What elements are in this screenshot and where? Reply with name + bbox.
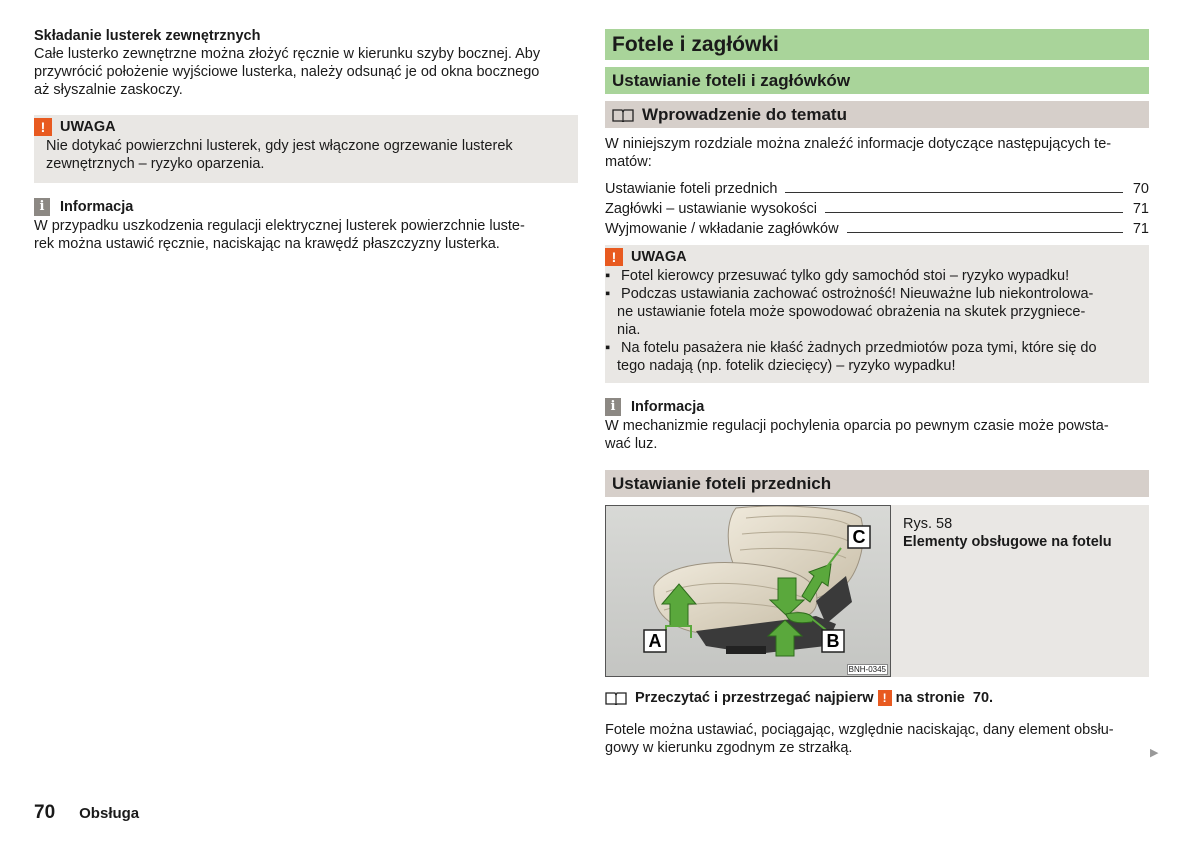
warning-text — [34, 137, 568, 173]
text-line: Podczas ustawiania zachować ostrożność! Nieuważne lub niekontrolowa- — [621, 286, 1094, 302]
warning-box — [605, 245, 1149, 383]
toc-page: 71 — [1132, 201, 1149, 217]
text-line: aż słyszalnie zaskoczy. — [34, 82, 183, 98]
toc-leader — [847, 232, 1123, 233]
text-line: matów: — [605, 154, 652, 170]
seat-illustration — [606, 506, 890, 676]
warning-item — [605, 267, 1139, 285]
footer-section: Obsługa — [79, 805, 140, 822]
info-title — [34, 197, 578, 217]
text-line: W przypadku uszkodzenia regulacji elektrycznej lusterek powierzchnie luste- — [34, 218, 525, 234]
book-icon — [612, 108, 634, 122]
toc-label: Wyjmowanie / wkładanie zagłówków — [605, 221, 839, 237]
toc-list — [605, 178, 1149, 238]
warning-list — [605, 267, 1139, 375]
warning-title — [605, 247, 1139, 267]
text-line: W mechanizmie regulacji pochylenia oparcia po pewnym czasie może powsta- — [605, 418, 1109, 434]
intro-heading-label: Wprowadzenie do tematu — [642, 104, 847, 124]
warning-title-label: UWAGA — [631, 249, 687, 265]
warning-icon: ! — [605, 248, 623, 266]
label-c: C — [852, 527, 866, 547]
label-a: A — [648, 631, 662, 651]
label-b: B — [826, 631, 840, 651]
toc-leader — [825, 212, 1123, 213]
page-number: 70 — [34, 802, 56, 823]
continue-arrow-icon: ▶ — [1150, 747, 1159, 759]
read-first-note — [605, 689, 1149, 707]
page-footer — [34, 804, 139, 823]
info-icon: i — [605, 398, 621, 416]
warning-item — [605, 339, 1139, 375]
text-line: gowy w kierunku zgodnym ze strzałką. — [605, 740, 853, 756]
seats-heading: Ustawianie foteli przednich — [605, 470, 1149, 497]
figure-tag: BNH-0345 — [848, 665, 886, 674]
toc-entry[interactable] — [605, 218, 1149, 238]
info-title-label: Informacja — [631, 399, 705, 415]
info-icon: i — [34, 198, 50, 216]
intro-heading — [605, 101, 1149, 128]
caption-title: Elementy obsługowe na fotelu — [903, 534, 1112, 550]
toc-label: Ustawianie foteli przednich — [605, 181, 778, 197]
text-line: Na fotelu pasażera nie kłaść żadnych przedmiotów poza tymi, które się do — [621, 340, 1097, 356]
text-line: Nie dotykać powierzchni lusterek, gdy jest włączone ogrzewanie lusterek — [46, 138, 513, 154]
text-line: nia. — [617, 322, 641, 338]
text-line: przywrócić położenie wyjściowe lusterka, należy odsunąć je od okna bocznego — [34, 64, 540, 80]
warning-item — [605, 285, 1139, 339]
toc-page: 70 — [1132, 181, 1149, 197]
info-text — [605, 417, 1149, 453]
text-line: Fotele można ustawiać, pociągając, względnie naciskając, dany element obsłu- — [605, 722, 1114, 738]
read-first-text: Przeczytać i przestrzegać najpierw — [635, 690, 874, 706]
section-heading: Ustawianie foteli i zagłówków — [605, 67, 1149, 94]
caption-number: Rys. 58 — [903, 516, 953, 532]
figure-caption — [891, 505, 1112, 677]
toc-entry[interactable] — [605, 178, 1149, 198]
warning-title-label: UWAGA — [60, 119, 116, 135]
text-line: Fotel kierowcy przesuwać tylko gdy samochód stoi – ryzyko wypadku! — [621, 268, 1070, 284]
warning-icon: ! — [878, 690, 892, 706]
text-line: zewnętrznych – ryzyko oparzenia. — [46, 156, 265, 172]
subheading-folding-mirrors: Składanie lusterek zewnętrznych — [34, 28, 261, 44]
body-text — [605, 721, 1149, 757]
warning-box — [34, 115, 578, 183]
text-line: Całe lusterko zewnętrzne można złożyć ręcznie w kierunku szyby bocznej. Aby — [34, 46, 541, 62]
book-icon — [605, 691, 627, 705]
chapter-heading: Fotele i zagłówki — [605, 29, 1149, 60]
info-title-label: Informacja — [60, 199, 134, 215]
page-reference-link[interactable]: 70. — [972, 690, 994, 706]
toc-entry[interactable] — [605, 198, 1149, 218]
left-column — [34, 27, 578, 253]
text-line: rek można ustawić ręcznie, naciskając na krawędź płaszczyzny lusterka. — [34, 236, 500, 252]
info-text — [34, 217, 578, 253]
toc-leader — [785, 192, 1122, 193]
text-line: tego nadają (np. fotelik dziecięcy) – ryzyko wypadku! — [617, 358, 956, 374]
seat-figure — [605, 505, 891, 677]
text-line: wać luz. — [605, 436, 658, 452]
figure-block — [605, 505, 1149, 677]
text-line: W niniejszym rozdziale można znaleźć informacje dotyczące następujących te- — [605, 136, 1112, 152]
toc-label: Zagłówki – ustawianie wysokości — [605, 201, 817, 217]
paragraph-folding — [34, 45, 578, 99]
intro-text — [605, 135, 1149, 171]
warning-icon: ! — [34, 118, 52, 136]
info-title — [605, 397, 1149, 417]
read-first-after: na stronie — [895, 690, 965, 706]
toc-page: 71 — [1132, 221, 1149, 237]
text-line: ne ustawianie fotela może spowodować obrażenia na skutek przygniece- — [617, 304, 1086, 320]
warning-title — [34, 117, 568, 137]
right-column — [605, 27, 1149, 757]
